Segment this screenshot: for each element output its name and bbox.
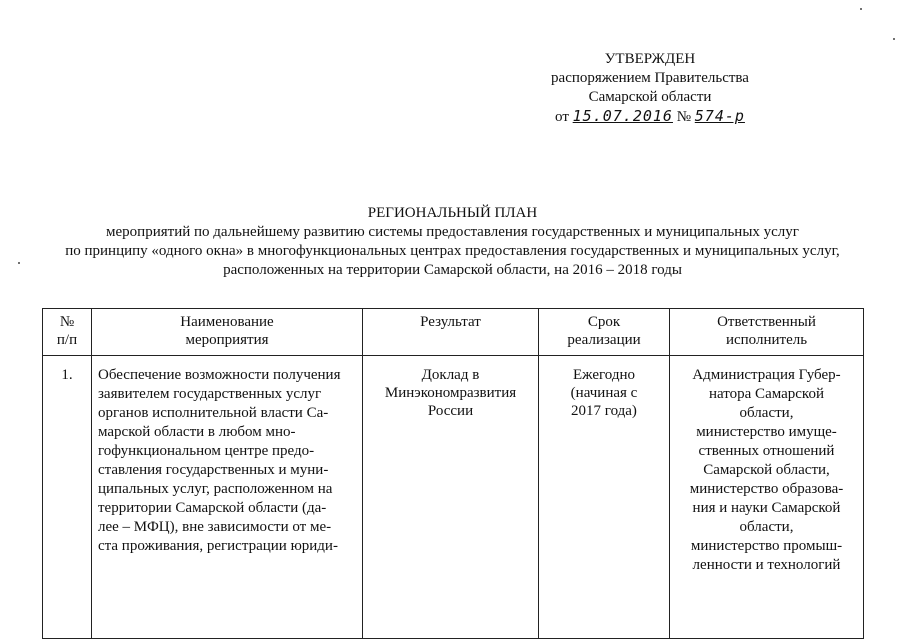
table-row bbox=[43, 356, 864, 639]
approval-heading: УТВЕРЖДЕН bbox=[604, 51, 696, 67]
number-prefix: № bbox=[676, 109, 692, 125]
plan-table bbox=[42, 308, 864, 639]
row-term: Ежегодно (начиная с 2017 года) bbox=[539, 356, 670, 639]
date-prefix: от bbox=[555, 109, 569, 125]
title-line-1: мероприятий по дальнейшему развитию системы предоставления государственных и муниципальных услуг bbox=[106, 224, 799, 240]
handwritten-number: 574-р bbox=[694, 107, 745, 125]
approval-line-1: распоряжением Правительства bbox=[551, 70, 749, 86]
header-term: Срок реализации bbox=[539, 309, 670, 356]
title-line-2: по принципу «одного окна» в многофункциональных центрах предоставления государственных и муниципальных услуг, bbox=[65, 243, 840, 259]
approval-date-line bbox=[520, 107, 780, 127]
scan-speck bbox=[893, 38, 895, 40]
header-responsible: Ответственный исполнитель bbox=[670, 309, 864, 356]
approval-stamp bbox=[520, 50, 780, 127]
document-title-block bbox=[40, 204, 865, 280]
row-responsible: Администрация Губер- натора Самарской области, министерство имуще- ственных отношений Самарской области, министерство образова- ния и науки Самарской области, министерство промыш- ленности и технологий bbox=[670, 356, 864, 639]
handwritten-date: 15.07.2016 bbox=[572, 107, 673, 125]
table-header-row bbox=[43, 309, 864, 356]
approval-line-2: Самарской области bbox=[588, 89, 712, 105]
header-number: № п/п bbox=[43, 309, 92, 356]
row-name: Обеспечение возможности получения заявителем государственных услуг органов исполнительной власти Са- марской области в любом мно- гофункциональном центре предо- ставления государственных и муни- ципальных услуг, расположенном на территории Самарской области (да- лее – МФЦ), вне зависимости от ме- ста проживания, регистрации юриди- bbox=[92, 356, 363, 639]
row-number: 1. bbox=[43, 356, 92, 639]
title-line-3: расположенных на территории Самарской области, на 2016 – 2018 годы bbox=[223, 262, 682, 278]
row-result: Доклад в Минэкономразвития России bbox=[363, 356, 539, 639]
document-title: РЕГИОНАЛЬНЫЙ ПЛАН bbox=[367, 205, 538, 221]
header-result: Результат bbox=[363, 309, 539, 356]
header-name: Наименование мероприятия bbox=[92, 309, 363, 356]
scan-speck bbox=[860, 8, 862, 10]
scan-speck bbox=[18, 262, 20, 264]
